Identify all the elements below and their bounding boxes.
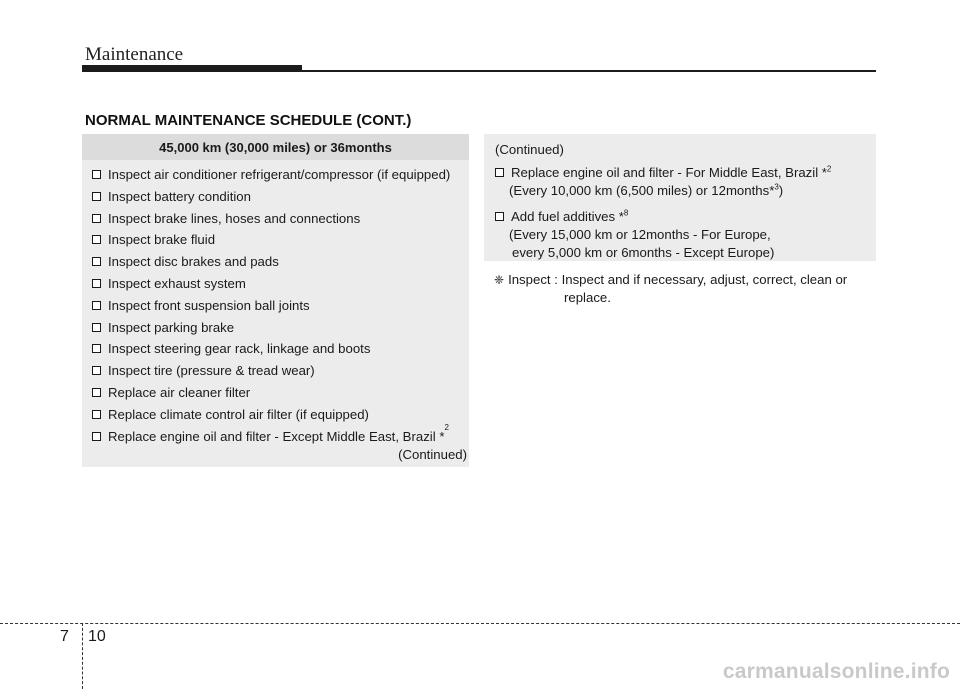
list-item-detail: (Every 10,000 km (6,500 miles) or 12months*$^3$) bbox=[509, 182, 784, 198]
checkbox-icon bbox=[92, 257, 102, 267]
list-item: Inspect parking brake bbox=[92, 319, 469, 341]
schedule-item-list bbox=[82, 160, 469, 449]
footnote-marker: 2 bbox=[826, 164, 832, 174]
checkbox-icon bbox=[495, 212, 505, 222]
checkbox-icon bbox=[92, 301, 102, 311]
continued-label: (Continued) bbox=[398, 447, 467, 462]
list-item: Inspect brake fluid bbox=[92, 231, 469, 253]
checkbox-icon bbox=[92, 410, 102, 420]
list-item: Replace engine oil and filter - For Middle East, Brazil *$^2$ bbox=[495, 164, 876, 182]
page-header-title: Maintenance bbox=[85, 44, 184, 65]
schedule-interval-heading: 45,000 km (30,000 miles) or 36months bbox=[82, 134, 469, 160]
list-item: Inspect air conditioner refrigerant/compressor (if equipped) bbox=[92, 166, 469, 188]
checkbox-icon bbox=[92, 388, 102, 398]
footnote-marker: 8 bbox=[623, 208, 629, 218]
list-item: Add fuel additives *$^8$ bbox=[495, 208, 876, 226]
snowflake-note-icon: ❈ bbox=[494, 273, 505, 287]
checkbox-icon bbox=[92, 235, 102, 245]
list-item: Inspect battery condition bbox=[92, 188, 469, 210]
list-item: Replace climate control air filter (if equipped) bbox=[92, 406, 469, 428]
list-item: Inspect tire (pressure & tread wear) bbox=[92, 362, 469, 384]
checkbox-icon bbox=[92, 432, 102, 442]
checkbox-icon bbox=[92, 366, 102, 376]
header-bar bbox=[82, 65, 302, 72]
checkbox-icon bbox=[92, 192, 102, 202]
list-item-detail: (Every 15,000 km or 12months - For Europe, bbox=[509, 227, 771, 242]
footer-divider bbox=[82, 623, 83, 689]
checkbox-icon bbox=[92, 170, 102, 180]
checkbox-icon bbox=[92, 279, 102, 289]
watermark: carmanualsonline.info bbox=[722, 660, 950, 683]
list-item: Inspect front suspension ball joints bbox=[92, 297, 469, 319]
checkbox-icon bbox=[92, 344, 102, 354]
checkbox-icon bbox=[92, 214, 102, 224]
continued-label: (Continued) bbox=[495, 142, 564, 157]
section-heading: NORMAL MAINTENANCE SCHEDULE (CONT.) bbox=[85, 112, 412, 129]
list-item: Replace air cleaner filter bbox=[92, 384, 469, 406]
list-item: Inspect exhaust system bbox=[92, 275, 469, 297]
list-item-detail: every 5,000 km or 6months - Except Europe) bbox=[512, 245, 775, 260]
list-item: Inspect brake lines, hoses and connections bbox=[92, 210, 469, 232]
list-item: Inspect disc brakes and pads bbox=[92, 253, 469, 275]
header-rule bbox=[302, 70, 876, 72]
footnote-marker: 3 bbox=[774, 182, 779, 192]
checkbox-icon bbox=[495, 168, 505, 178]
footer-rule bbox=[0, 623, 960, 624]
page-number: 10 bbox=[88, 628, 106, 645]
list-item: Inspect steering gear rack, linkage and boots bbox=[92, 340, 469, 362]
schedule-table-right bbox=[484, 134, 876, 261]
chapter-number: 7 bbox=[60, 628, 69, 645]
inspect-note: ❈ Inspect : Inspect and if necessary, adjust, correct, clean or replace. bbox=[494, 272, 848, 305]
list-item: Replace engine oil and filter - Except Middle East, Brazil * 2 bbox=[92, 428, 469, 450]
schedule-table-left bbox=[82, 134, 469, 467]
checkbox-icon bbox=[92, 323, 102, 333]
